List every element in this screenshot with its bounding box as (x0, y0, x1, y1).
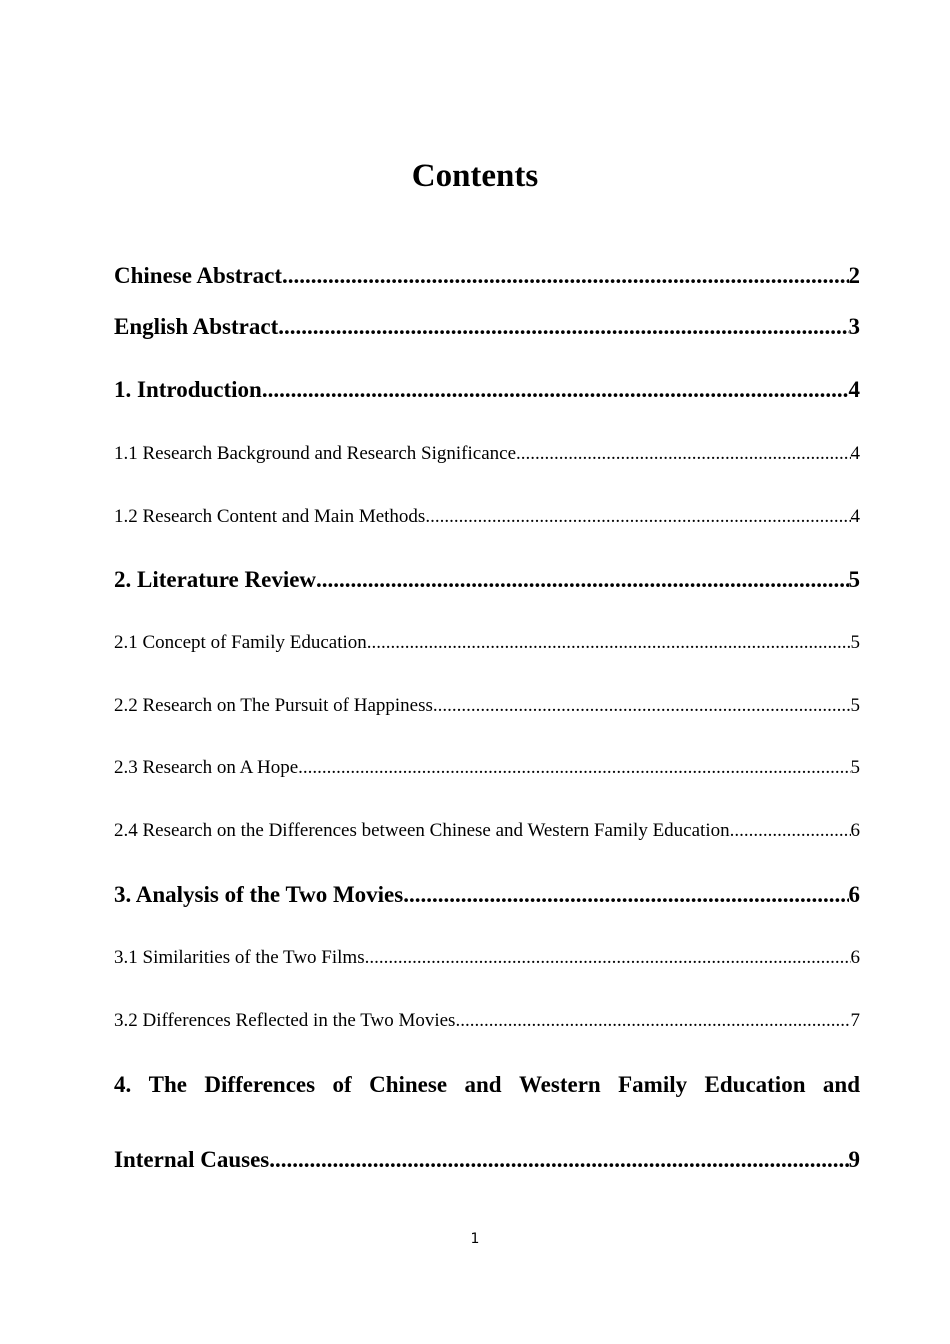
toc-entry-english-abstract[interactable] (114, 312, 860, 342)
toc-entry-label: 2.1 Concept of Family Education (114, 632, 367, 653)
toc-entry-label: Internal Causes (114, 1147, 270, 1172)
toc-entry-label: 2.4 Research on the Differences between Chinese and Western Family Education (114, 820, 730, 841)
toc-entry-analysis-two-movies[interactable] (114, 880, 860, 910)
toc-page-number: 6 (850, 947, 860, 968)
toc-word: 4. (114, 1072, 132, 1097)
toc-entry-label: 1.2 Research Content and Main Methods (114, 506, 426, 527)
toc-page-number: 4 (848, 377, 860, 402)
toc-page-number: 4 (850, 506, 860, 527)
dot-leader (262, 375, 849, 405)
toc-entry-label: Chinese Abstract (114, 263, 283, 288)
toc-entry-label-line2 (114, 1145, 860, 1175)
toc-page-number: 5 (850, 695, 860, 716)
toc-entry-label: 2. Literature Review (114, 567, 317, 592)
toc-entry-differences-internal-causes[interactable] (114, 1070, 860, 1175)
toc-entry-2-3[interactable] (114, 755, 860, 781)
toc-entry-label: English Abstract (114, 314, 279, 339)
toc-word: Education (704, 1072, 806, 1097)
toc-entry-2-1[interactable] (114, 630, 860, 656)
dot-leader (433, 693, 851, 719)
toc-page-number: 5 (850, 757, 860, 778)
toc-page-number: 9 (848, 1147, 860, 1172)
toc-entry-literature-review[interactable] (114, 565, 860, 595)
dot-leader (282, 261, 848, 291)
toc-entry-label: 3. Analysis of the Two Movies (114, 882, 404, 907)
toc-entry-label: 1. Introduction (114, 377, 262, 402)
toc-entry-introduction[interactable] (114, 375, 860, 405)
toc-word: and (464, 1072, 502, 1097)
toc-page-number: 5 (848, 567, 860, 592)
toc-page-number: 7 (850, 1010, 860, 1031)
toc-entry-2-4[interactable] (114, 818, 860, 844)
toc-word: Family (618, 1072, 688, 1097)
toc-entry-3-1[interactable] (114, 945, 860, 971)
dot-leader (516, 441, 850, 467)
dot-leader (269, 1145, 848, 1175)
toc-page-number: 3 (848, 314, 860, 339)
toc-entry-label: 1.1 Research Background and Research Significance (114, 443, 517, 464)
toc-page-number: 5 (850, 632, 860, 653)
dot-leader (455, 1008, 850, 1034)
toc-entry-label: 2.2 Research on The Pursuit of Happiness (114, 695, 433, 716)
dot-leader (403, 880, 848, 910)
dot-leader (365, 945, 851, 971)
toc-page-number: 4 (850, 443, 860, 464)
toc-entry-label: 3.2 Differences Reflected in the Two Movies (114, 1010, 456, 1031)
page-title: Contents (411, 158, 539, 194)
toc-page-number: 6 (848, 882, 860, 907)
toc-word: Chinese (369, 1072, 448, 1097)
dot-leader (278, 312, 848, 342)
toc-page-number: 2 (848, 263, 860, 288)
dot-leader (730, 818, 851, 844)
toc-entry-2-2[interactable] (114, 693, 860, 719)
toc-entry-chinese-abstract[interactable] (114, 261, 860, 291)
toc-word: and (822, 1072, 860, 1097)
toc-entry-3-2[interactable] (114, 1008, 860, 1034)
toc-entry-label: 3.1 Similarities of the Two Films (114, 947, 365, 968)
toc-word: Western (518, 1072, 601, 1097)
dot-leader (298, 755, 850, 781)
toc-entry-1-2[interactable] (114, 504, 860, 530)
toc-word: of (332, 1072, 352, 1097)
toc-word: Differences (204, 1072, 316, 1097)
toc-word: The (148, 1072, 187, 1097)
dot-leader (367, 630, 851, 656)
toc-entry-1-1[interactable] (114, 441, 860, 467)
page-number-footer: 1 (470, 1231, 480, 1247)
toc-entry-label: 2.3 Research on A Hope (114, 757, 299, 778)
toc-page-number: 6 (850, 820, 860, 841)
toc-entry-label-line1 (114, 1070, 860, 1100)
dot-leader (425, 504, 850, 530)
dot-leader (316, 565, 848, 595)
